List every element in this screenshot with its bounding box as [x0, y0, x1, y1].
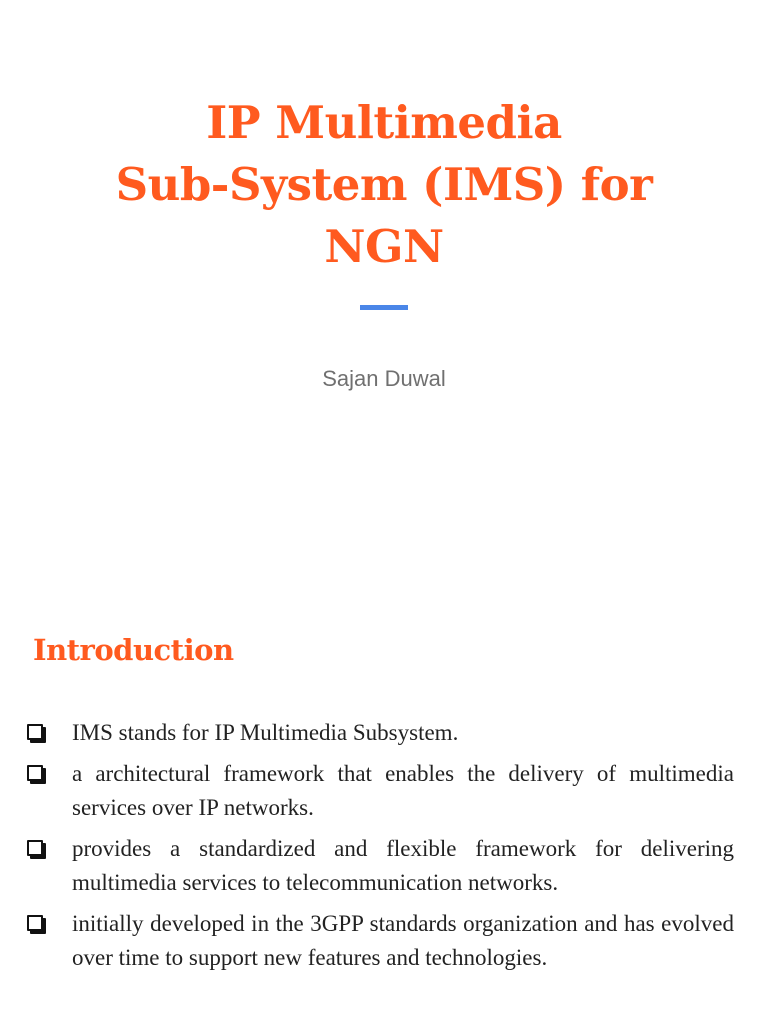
checkbox-icon	[27, 765, 43, 781]
bullet-text: provides a standardized and flexible framework for delivering multimedia services to telecommunication networks.	[72, 836, 734, 895]
title-line-1: IP Multimedia	[206, 96, 562, 149]
checkbox-icon	[27, 724, 43, 740]
bullet-item	[0, 757, 768, 825]
bullet-text: IMS stands for IP Multimedia Subsystem.	[72, 720, 459, 745]
checkbox-icon	[27, 840, 43, 856]
introduction-bullet-list	[0, 716, 768, 982]
title-line-2: Sub-System (IMS) for	[115, 158, 653, 211]
bullet-item	[0, 907, 768, 975]
title-accent-line	[360, 305, 408, 310]
author-name: Sajan Duwal	[322, 366, 446, 391]
bullet-item	[0, 832, 768, 900]
presentation-title	[40, 92, 728, 278]
title-line-3: NGN	[324, 220, 444, 273]
bullet-text: initially developed in the 3GPP standards organization and has evolved over time to support new features and technologies.	[72, 911, 734, 970]
bullet-text: a architectural framework that enables the delivery of multimedia services over IP networks.	[72, 761, 734, 820]
checkbox-icon	[27, 915, 43, 931]
bullet-item	[0, 716, 768, 750]
introduction-heading: Introduction	[33, 633, 234, 667]
